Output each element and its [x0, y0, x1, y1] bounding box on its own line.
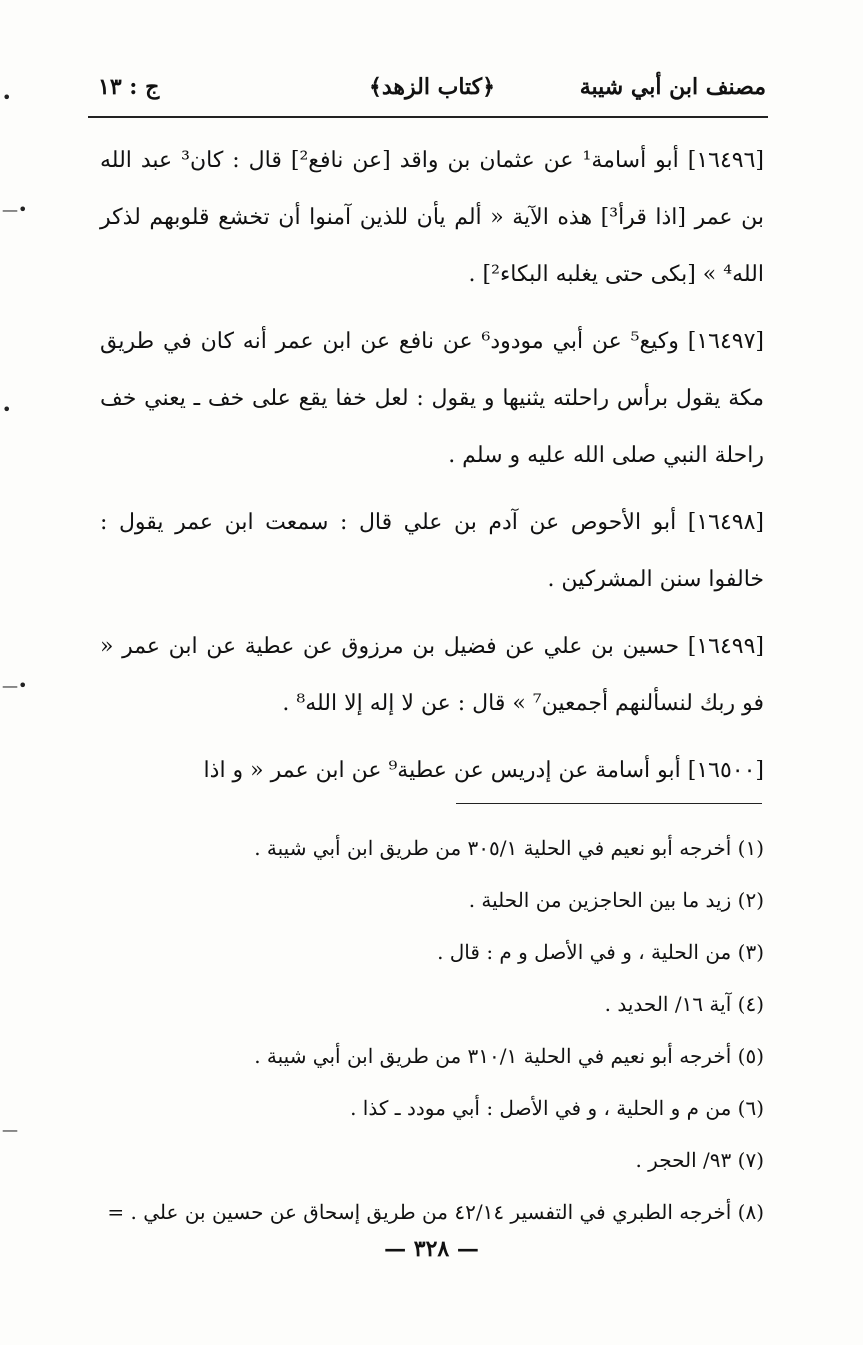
- page-number: — ٣٢٨ —: [384, 1236, 479, 1262]
- margin-mark: •: [2, 400, 12, 419]
- hadith-paragraph: [١٦٤٩٧] وكيع⁵ عن أبي مودود⁶ عن نافع عن ابن عمر أنه كان في طريق مكة يقول برأس راحلته يثنيها و يقول : لعل خفا يقع على خف ـ يعني خف راحلة النبي صلى الله عليه و سلم .: [100, 329, 764, 468]
- footnote: (٢) زيد ما بين الحاجزين من الحلية .: [468, 888, 764, 912]
- running-header: [98, 70, 766, 110]
- hadith-paragraph: [١٦٤٩٨] أبو الأحوص عن آدم بن علي قال : سمعت ابن عمر يقول : خالفوا سنن المشركين .: [100, 510, 764, 592]
- footnote: (١) أخرجه أبو نعيم في الحلية ٣٠٥/١ من طريق ابن أبي شيبة .: [254, 836, 764, 860]
- margin-mark: —•: [2, 676, 28, 695]
- book-title: مصنف ابن أبي شيبة: [579, 74, 766, 100]
- margin-mark: •: [2, 88, 12, 107]
- margin-mark: —•: [2, 200, 28, 219]
- header-rule: [88, 116, 768, 118]
- hadith-paragraph: [١٦٤٩٩] حسين بن علي عن فضيل بن مرزوق عن عطية عن ابن عمر « فو ربك لنسألنهم أجمعين⁷ » قال : عن لا إله إلا الله⁸ .: [100, 634, 764, 716]
- margin-mark: —: [2, 1120, 18, 1139]
- footnote: (٧) ٩٣/ الحجر .: [635, 1148, 764, 1172]
- footnote: (٣) من الحلية ، و في الأصل و م : قال .: [437, 940, 764, 964]
- footnote-rule: [456, 803, 762, 804]
- hadith-paragraph: [١٦٤٩٦] أبو أسامة¹ عن عثمان بن واقد [عن نافع²] قال : كان³ عبد الله بن عمر [اذا قرأ³] هذه الآية « ألم يأن للذين آمنوا أن تخشع قلوبهم لذكر الله⁴ » [بكى حتى يغلبه البكاء²] .: [100, 148, 765, 287]
- footnote: (٦) من م و الحلية ، و في الأصل : أبي مودد ـ كذا .: [350, 1096, 764, 1120]
- main-text: [100, 132, 764, 809]
- footnote: (٥) أخرجه أبو نعيم في الحلية ٣١٠/١ من طريق ابن أبي شيبة .: [254, 1044, 764, 1068]
- section-title: ﴿كتاب الزهد﴾: [368, 74, 496, 100]
- volume-number: ج : ١٣: [98, 74, 160, 100]
- footnote: (٤) آية ١٦/ الحديد .: [604, 992, 764, 1016]
- hadith-paragraph: [١٦٥٠٠] أبو أسامة عن إدريس عن عطية⁹ عن ابن عمر « و اذا: [203, 758, 764, 783]
- footnotes: [90, 822, 764, 1238]
- footnote: (٨) أخرجه الطبري في التفسير ٤٢/١٤ من طريق إسحاق عن حسين بن علي . =: [107, 1200, 764, 1224]
